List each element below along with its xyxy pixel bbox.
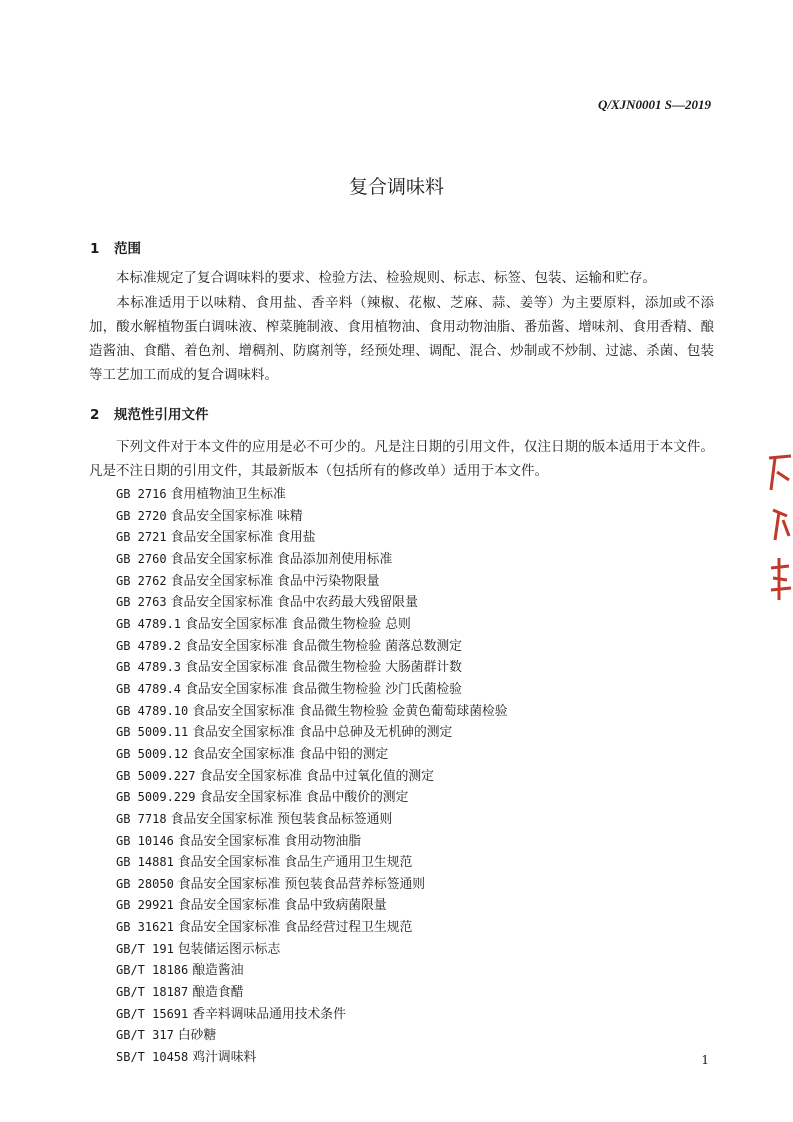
reference-title: 食品安全国家标准 食品中过氧化值的测定 — [199, 768, 434, 784]
reference-item — [116, 982, 508, 1004]
reference-code: GB 4789.3 — [116, 660, 182, 675]
reference-item — [116, 831, 508, 853]
reference-code: GB 5009.229 — [116, 790, 196, 805]
reference-item — [116, 636, 508, 658]
section-heading-scope — [90, 237, 141, 257]
document-title: 复合调味料 — [348, 176, 444, 198]
reference-code: GB 2716 — [116, 487, 167, 501]
reference-item — [116, 506, 508, 528]
reference-code: GB 2762 — [116, 573, 167, 588]
reference-title: 酿造酱油 — [192, 963, 244, 979]
reference-title: 食品安全国家标准 食用盐 — [170, 530, 316, 546]
scope-paragraph-2 — [89, 291, 714, 387]
reference-code: GB 4789.1 — [116, 616, 182, 631]
reference-item — [116, 701, 508, 723]
reference-code: GB 14881 — [116, 855, 174, 870]
reference-item — [116, 592, 508, 614]
reference-code: GB 31621 — [116, 920, 174, 935]
reference-title: 食品安全国家标准 食品经营过程卫生规范 — [177, 920, 413, 936]
reference-item — [116, 939, 508, 961]
scope-paragraph-1 — [89, 266, 714, 290]
reference-title: 食品安全国家标准 食品生产通用卫生规范 — [177, 855, 413, 871]
page-number: 1 — [701, 1053, 709, 1067]
paragraph-text: 本标准适用于以味精、食用盐、香辛料（辣椒、花椒、芝麻、蒜、姜等）为主要原料，添加或不添加，酸水解植物蛋白调味液、榨菜腌制液、食用植物油、食用动物油脂、番茄酱、增味剂、食用香精、酿造酱油、食醋、着色剂、增稠剂、防腐剂等，经预处理、调配、混合、炒制或不炒制、过滤、杀菌、包装等工艺加工而成的复合调味料。 — [89, 295, 714, 383]
reference-title: 食品安全国家标准 食用动物油脂 — [177, 833, 362, 849]
reference-code: GB/T 191 — [116, 941, 174, 956]
reference-item — [116, 809, 508, 831]
reference-code: GB 5009.12 — [116, 746, 189, 761]
reference-title: 香辛料调味品通用技术条件 — [192, 1006, 346, 1022]
reference-code: GB 2720 — [116, 508, 167, 523]
section-title: 范围 — [114, 241, 141, 257]
reference-item — [116, 722, 508, 744]
reference-item — [116, 1047, 508, 1069]
reference-item — [116, 614, 508, 636]
paragraph-text: 下列文件对于本文件的应用是必不可少的。凡是注日期的引用文件，仅注日期的版本适用于本文件。凡是不注日期的引用文件，其最新版本（包括所有的修改单）适用于本文件。 — [89, 439, 714, 479]
reference-title: 食品安全国家标准 预包装食品营养标签通则 — [177, 876, 426, 892]
section-number: 1 — [90, 241, 100, 257]
reference-title: 食品安全国家标准 食品中农药最大残留限量 — [170, 595, 418, 611]
reference-code: GB 2721 — [116, 530, 167, 545]
reference-code: GB/T 15691 — [116, 1006, 189, 1021]
reference-title: 食品安全国家标准 食品微生物检验 金黄色葡萄球菌检验 — [192, 703, 508, 719]
section-title: 规范性引用文件 — [114, 407, 209, 423]
reference-title: 食品安全国家标准 食品微生物检验 大肠菌群计数 — [185, 660, 462, 676]
reference-item — [116, 744, 508, 766]
reference-item — [116, 960, 508, 982]
reference-title: 食品安全国家标准 食品添加剂使用标准 — [170, 551, 393, 567]
reference-code: GB 10146 — [116, 833, 174, 848]
reference-code: GB/T 317 — [116, 1028, 174, 1043]
reference-item — [116, 917, 508, 939]
reference-code: SB/T 10458 — [116, 1050, 189, 1065]
reference-code: GB 4789.2 — [116, 638, 182, 653]
reference-item — [116, 571, 508, 593]
reference-title: 食用植物油卫生标准 — [170, 487, 286, 502]
section-number: 2 — [90, 407, 100, 423]
reference-title: 鸡汁调味料 — [192, 1050, 257, 1066]
reference-title: 食品安全国家标准 食品中污染物限量 — [170, 573, 380, 589]
paragraph-text: 本标准规定了复合调味料的要求、检验方法、检验规则、标志、标签、包装、运输和贮存。 — [116, 270, 656, 286]
reference-code: GB 5009.227 — [116, 768, 196, 783]
reference-title: 食品安全国家标准 食品中酸价的测定 — [199, 790, 409, 806]
reference-title: 食品安全国家标准 食品中铅的测定 — [192, 746, 389, 762]
reference-code: GB 2763 — [116, 595, 167, 610]
reference-item — [116, 679, 508, 701]
reference-code: GB 28050 — [116, 876, 174, 891]
reference-title: 包装储运图示标志 — [177, 941, 281, 957]
reference-item — [116, 1025, 508, 1047]
reference-code: GB 29921 — [116, 898, 174, 913]
reference-item — [116, 766, 508, 788]
reference-code: GB 5009.11 — [116, 725, 189, 740]
reference-item — [116, 852, 508, 874]
reference-code: GB 4789.4 — [116, 681, 182, 696]
reference-title: 食品安全国家标准 食品微生物检验 沙门氏菌检验 — [185, 681, 462, 697]
reference-title: 食品安全国家标准 食品中致病菌限量 — [177, 898, 387, 914]
reference-list — [116, 484, 508, 1069]
reference-item — [116, 484, 508, 506]
reference-item — [116, 787, 508, 809]
reference-item — [116, 657, 508, 679]
reference-item — [116, 549, 508, 571]
reference-code: GB 7718 — [116, 811, 167, 826]
reference-title: 白砂糖 — [177, 1028, 217, 1044]
reference-item — [116, 874, 508, 896]
references-paragraph — [89, 435, 714, 483]
reference-title: 食品安全国家标准 预包装食品标签通则 — [170, 811, 393, 827]
reference-code: GB/T 18187 — [116, 985, 189, 1000]
red-seal-stamp — [763, 450, 793, 610]
reference-title: 酿造食醋 — [192, 985, 244, 1001]
section-heading-references — [90, 403, 209, 423]
reference-item — [116, 895, 508, 917]
reference-item — [116, 1004, 508, 1026]
reference-code: GB 2760 — [116, 551, 167, 566]
reference-title: 食品安全国家标准 味精 — [170, 508, 303, 524]
reference-title: 食品安全国家标准 食品微生物检验 总则 — [185, 616, 411, 632]
standard-code: Q/XJN0001 S—2019 — [597, 97, 711, 112]
reference-item — [116, 527, 508, 549]
reference-code: GB 4789.10 — [116, 703, 189, 718]
reference-code: GB/T 18186 — [116, 963, 189, 978]
reference-title: 食品安全国家标准 食品中总砷及无机砷的测定 — [192, 725, 453, 741]
reference-title: 食品安全国家标准 食品微生物检验 菌落总数测定 — [185, 638, 462, 654]
